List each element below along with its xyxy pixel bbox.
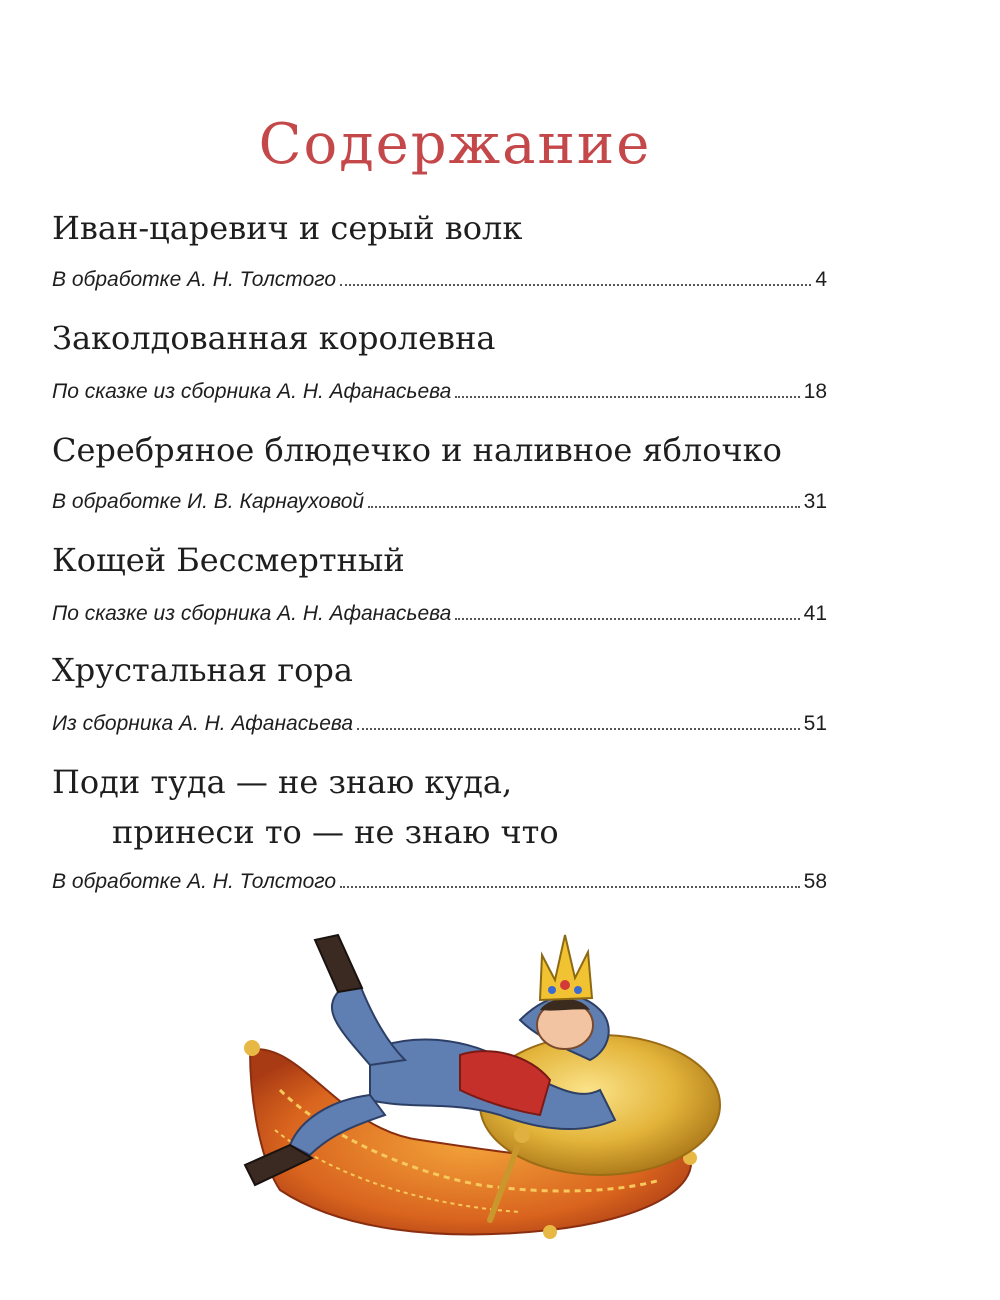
toc-entry-source: По сказке из сборника А. Н. Афанасьева: [52, 602, 452, 625]
toc-entry-title: Кощей Бессмертный: [52, 541, 405, 579]
dot-leader: [455, 617, 799, 620]
toc-entry-source: Из сборника А. Н. Афанасьева: [52, 712, 354, 735]
toc-page-number: 18: [803, 380, 827, 403]
toc-page-number: 41: [803, 602, 827, 625]
dot-leader: [368, 505, 800, 508]
toc-entry-source: В обработке А. Н. Толстого: [52, 870, 337, 893]
toc-entry-title-line2: принеси то — не знаю что: [112, 813, 559, 851]
dot-leader: [357, 727, 800, 730]
toc-entry-title: Серебряное блюдечко и наливное яблочко: [52, 431, 782, 469]
toc-entry-title: Иван-царевич и серый волк: [52, 209, 523, 247]
toc-page-number: 31: [803, 490, 827, 513]
toc-entry-line[interactable]: [52, 262, 827, 292]
toc-page-number: 51: [803, 712, 827, 735]
toc-entry-line[interactable]: [52, 374, 827, 404]
dot-leader: [455, 395, 799, 398]
dot-leader: [340, 283, 811, 286]
prince-on-flying-carpet-illustration: [220, 930, 820, 1260]
toc-page-number: 4: [815, 268, 827, 291]
toc-entry-line[interactable]: [52, 596, 827, 626]
toc-entry-line[interactable]: [52, 706, 827, 736]
toc-entry-source: В обработке И. В. Карнауховой: [52, 490, 365, 513]
toc-page-number: 58: [803, 870, 827, 893]
dot-leader: [340, 885, 800, 888]
toc-entry-source: По сказке из сборника А. Н. Афанасьева: [52, 380, 452, 403]
toc-entry-title-line1: Поди туда — не знаю куда,: [52, 763, 513, 801]
toc-entry-line[interactable]: [52, 484, 827, 514]
toc-entry-source: В обработке А. Н. Толстого: [52, 268, 337, 291]
toc-entry-line[interactable]: [52, 864, 827, 894]
toc-entry-title: Хрустальная гора: [52, 651, 353, 689]
toc-entry-title: Заколдованная королевна: [52, 319, 496, 357]
page-title: Содержание: [258, 112, 652, 177]
